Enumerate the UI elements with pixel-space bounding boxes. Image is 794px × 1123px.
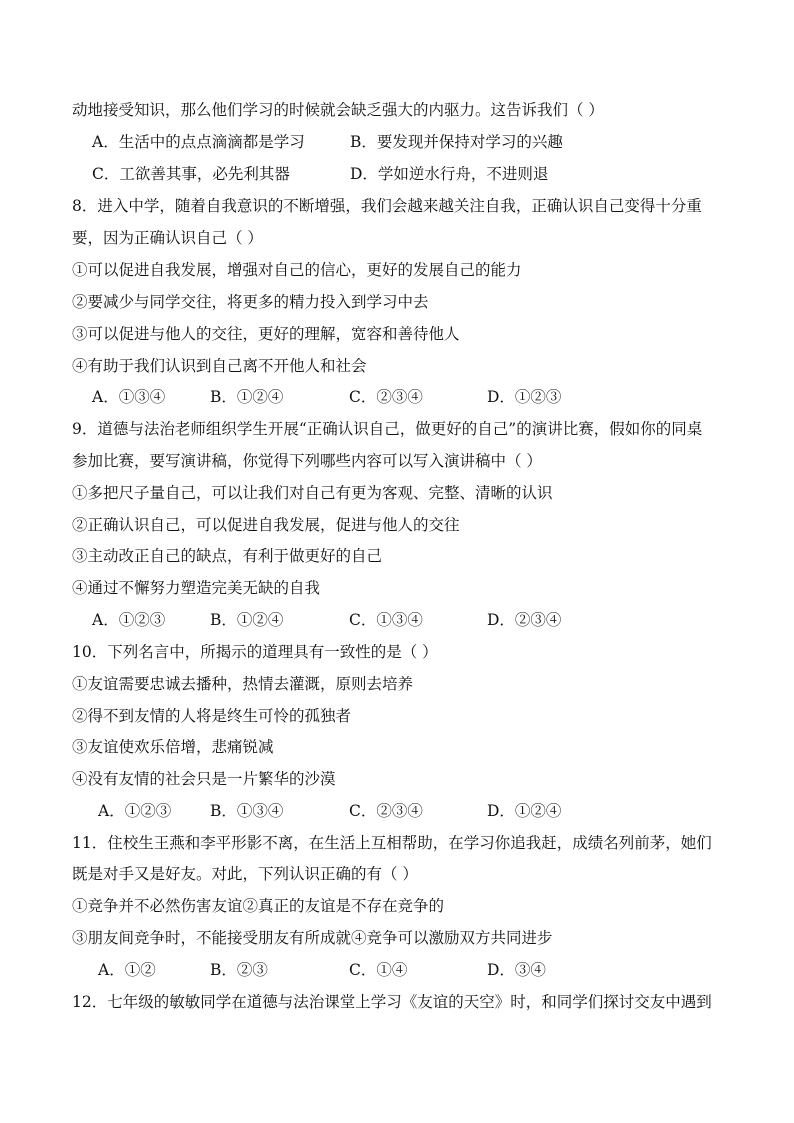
q9-statement-2: ②正确认识自己，可以促进自我发展，促进与他人的交往 bbox=[72, 516, 460, 534]
q11-option-c: C．①④ bbox=[349, 961, 408, 979]
q11-stem-line2: 既是对手又是好友。对此，下列认识正确的有（ ） bbox=[72, 865, 418, 883]
q7-option-c: C．工欲善其事，必先利其器 bbox=[92, 165, 290, 183]
q8-option-c: C．②③④ bbox=[349, 388, 423, 406]
q9-option-a: A．①②③ bbox=[92, 611, 166, 629]
q10-statement-4: ④没有友情的社会只是一片繁华的沙漠 bbox=[72, 770, 336, 788]
q10-statement-2: ②得不到友情的人将是终生可怜的孤独者 bbox=[72, 707, 352, 725]
q9-statement-3: ③主动改正自己的缺点，有利于做更好的自己 bbox=[72, 547, 383, 565]
q10-option-b: B．①③④ bbox=[210, 802, 284, 820]
q8-stem-line2: 要，因为正确认识自己（ ） bbox=[72, 229, 263, 247]
q9-statement-1: ①多把尺子量自己，可以让我们对自己有更为客观、完整、清晰的认识 bbox=[72, 484, 553, 502]
q8-option-d: D．①②③ bbox=[487, 388, 562, 406]
q8-stem-line1: 8．进入中学，随着自我意识的不断增强，我们会越来越关注自我，正确认识自己变得十分重 bbox=[72, 197, 702, 215]
q8-statement-3: ③可以促进与他人的交往，更好的理解，宽容和善待他人 bbox=[72, 325, 460, 343]
q11-stem-line1: 11．住校生王燕和李平形影不离，在生活上互相帮助，在学习你追我赶，成绩名列前茅，她们 bbox=[72, 834, 712, 852]
q11-option-b: B．②③ bbox=[210, 961, 268, 979]
q10-option-a: A．①②③ bbox=[98, 802, 172, 820]
q10-statement-1: ①友谊需要忠诚去播种，热情去灌溉，原则去培养 bbox=[72, 675, 414, 693]
q8-option-b: B．①②④ bbox=[210, 388, 284, 406]
q11-option-a: A．①② bbox=[98, 961, 156, 979]
q12-stem: 12．七年级的敏敏同学在道德与法治课堂上学习《友谊的天空》时，和同学们探讨交友中遇到 bbox=[72, 993, 712, 1011]
q11-option-d: D．③④ bbox=[487, 961, 546, 979]
q9-stem-line1: 9．道德与法治老师组织学生开展“正确认识自己，做更好的自己”的演讲比赛，假如你的同桌 bbox=[72, 420, 703, 438]
q9-option-b: B．①②④ bbox=[210, 611, 284, 629]
q8-option-a: A．①③④ bbox=[92, 388, 166, 406]
q8-statement-1: ①可以促进自我发展，增强对自己的信心，更好的发展自己的能力 bbox=[72, 261, 522, 279]
q11-statements-1-2: ①竞争并不必然伤害友谊②真正的友谊是不存在竞争的 bbox=[72, 897, 445, 915]
q11-statements-3-4: ③朋友间竞争时，不能接受朋友有所成就④竞争可以激励双方共同进步 bbox=[72, 929, 553, 947]
q7-stem-tail: 动地接受知识，那么他们学习的时候就会缺乏强大的内驱力。这告诉我们（ ） bbox=[72, 101, 604, 119]
q9-statement-4: ④通过不懈努力塑造完美无缺的自我 bbox=[72, 579, 321, 597]
q10-option-d: D．①②④ bbox=[487, 802, 562, 820]
q9-option-c: C．①③④ bbox=[349, 611, 423, 629]
q10-option-c: C．②③④ bbox=[349, 802, 423, 820]
q7-option-d: D．学如逆水行舟，不进则退 bbox=[350, 165, 549, 183]
q8-statement-2: ②要减少与同学交往，将更多的精力投入到学习中去 bbox=[72, 293, 429, 311]
q9-stem-line2: 参加比赛，要写演讲稿，你觉得下列哪些内容可以写入演讲稿中（ ） bbox=[72, 452, 542, 470]
q9-option-d: D．②③④ bbox=[487, 611, 562, 629]
q10-statement-3: ③友谊使欢乐倍增，悲痛锐减 bbox=[72, 738, 274, 756]
q10-stem: 10．下列名言中，所揭示的道理具有一致性的是（ ） bbox=[72, 643, 438, 661]
q7-option-b: B．要发现并保持对学习的兴趣 bbox=[350, 133, 563, 151]
q7-option-a: A．生活中的点点滴滴都是学习 bbox=[92, 133, 305, 151]
q8-statement-4: ④有助于我们认识到自己离不开他人和社会 bbox=[72, 357, 367, 375]
